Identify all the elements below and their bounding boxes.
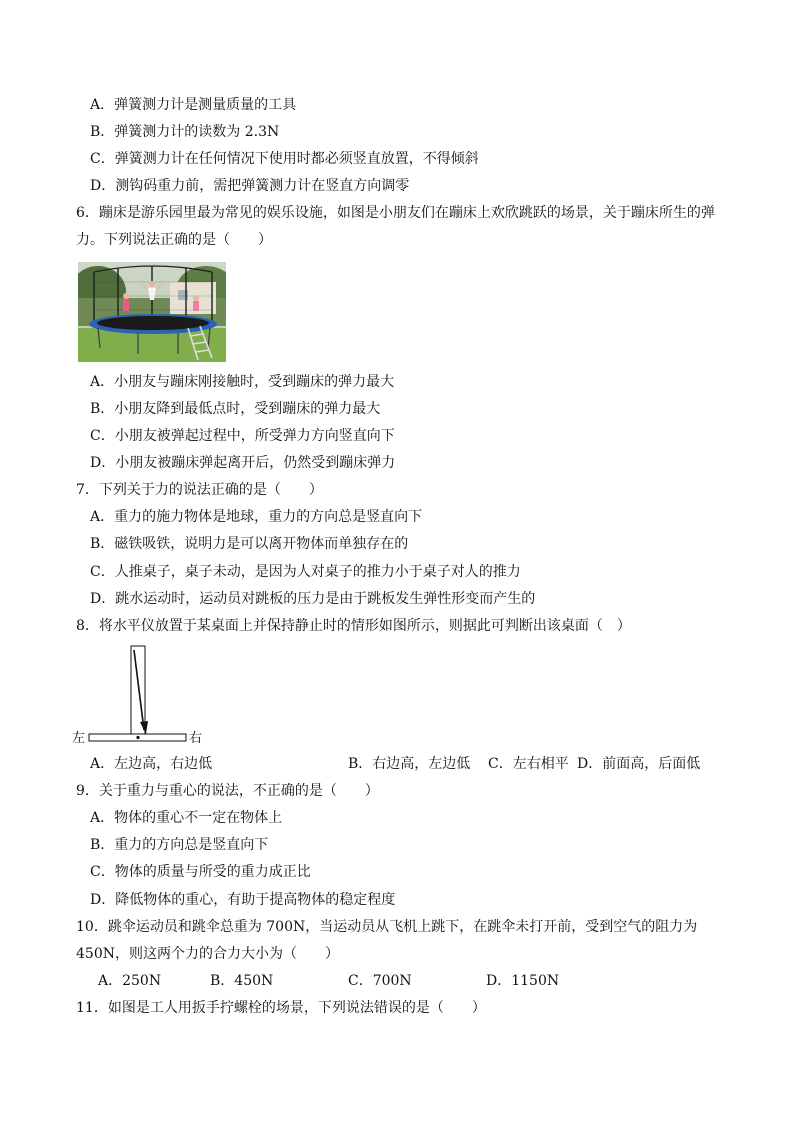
q5-option-c: C．弹簧测力计在任何情况下使用时都必须竖直放置，不得倾斜 — [90, 151, 479, 167]
q8-right-label: 右 — [189, 731, 203, 746]
q7-option-d: D．跳水运动时，运动员对跳板的压力是由于跳板发生弹性形变而产生的 — [90, 591, 536, 607]
q10-options — [98, 972, 598, 990]
q6-option-d: D．小朋友被蹦床弹起离开后，仍然受到蹦床弹力 — [90, 455, 396, 471]
q8-left-label: 左 — [72, 731, 86, 746]
q8-stem: 8．将水平仪放置于某桌面上并保持静止时的情形如图所示，则据此可判断出该桌面（ ） — [76, 618, 631, 634]
q7-option-a: A．重力的施力物体是地球，重力的方向总是竖直向下 — [90, 509, 423, 525]
q10-option-a: A．250N — [98, 973, 162, 989]
q6-option-a: A．小朋友与蹦床刚接触时，受到蹦床的弹力最大 — [90, 374, 395, 390]
q5-option-b: B．弹簧测力计的读数为 2.3N — [90, 124, 280, 140]
q8-option-a: A．左边高，右边低 — [90, 756, 213, 772]
q5-option-d: D．测钩码重力前，需把弹簧测力计在竖直方向调零 — [90, 178, 410, 194]
trampoline-photo — [78, 262, 226, 362]
q7-option-b: B．磁铁吸铁，说明力是可以离开物体而单独存在的 — [90, 536, 409, 552]
q10-option-b: B．450N — [210, 973, 274, 989]
q5-option-a: A．弹簧测力计是测量质量的工具 — [90, 97, 297, 113]
q10-stem-line2: 450N，则这两个力的合力大小为（ ） — [76, 946, 339, 962]
q6-option-c: C．小朋友被弹起过程中，所受弹力方向竖直向下 — [90, 428, 395, 444]
q9-stem: 9．关于重力与重心的说法，不正确的是（ ） — [76, 783, 379, 799]
q8-option-b: B．右边高，左边低 — [348, 756, 471, 772]
q9-option-a: A．物体的重心不一定在物体上 — [90, 810, 283, 826]
q6-option-b: B．小朋友降到最低点时，受到蹦床的弹力最大 — [90, 401, 381, 417]
q7-option-c: C．人推桌子，桌子未动，是因为人对桌子的推力小于桌子对人的推力 — [90, 564, 521, 580]
q6-stem-line1: 6．蹦床是游乐园里最为常见的娱乐设施，如图是小朋友们在蹦床上欢欣跳跃的场景，关于蹦床所生的弹 — [76, 205, 715, 221]
q9-option-c: C．物体的质量与所受的重力成正比 — [90, 864, 311, 880]
q8-option-d: D．前面高，后面低 — [577, 756, 701, 772]
q7-stem: 7．下列关于力的说法正确的是（ ） — [76, 482, 323, 498]
q8-option-c: C．左右相平 — [488, 756, 569, 772]
q9-option-b: B．重力的方向总是竖直向下 — [90, 837, 269, 853]
q8-options — [90, 755, 730, 773]
q11-stem: 11．如图是工人用扳手拧螺栓的场景，下列说法错误的是（ ） — [76, 1000, 486, 1016]
q10-option-c: C．700N — [348, 973, 412, 989]
q10-stem-line1: 10．跳伞运动员和跳伞总重为 700N，当运动员从飞机上跳下，在跳伞未打开前，受到空气的阻力为 — [76, 919, 698, 935]
q10-option-d: D．1150N — [486, 973, 560, 989]
q9-option-d: D．降低物体的重心，有助于提高物体的稳定程度 — [90, 892, 396, 908]
q6-stem-line2: 力。下列说法正确的是（ ） — [76, 232, 272, 248]
